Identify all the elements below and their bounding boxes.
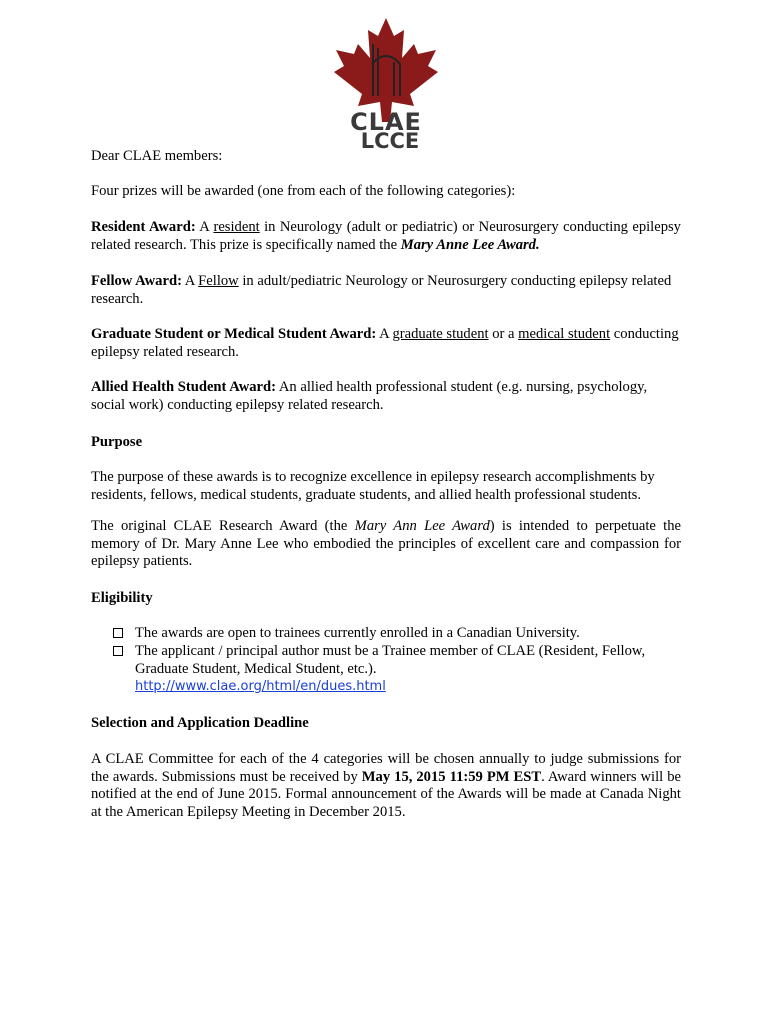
- graduate-award-label: Graduate Student or Medical Student Award:: [91, 326, 377, 342]
- graduate-text-1: A: [376, 326, 393, 342]
- deadline: May 15, 2015 11:59 PM EST: [361, 768, 542, 785]
- intro-text: Four prizes will be awarded (one from each of the following categories):: [91, 183, 516, 199]
- selection-paragraph: [91, 751, 681, 821]
- resident-award: [91, 219, 681, 254]
- selection-text-1: A CLAE Committee for each of the 4 categories will be chosen annually to judge submissions for the awards. Submissions must be received by: [91, 751, 681, 785]
- checkbox-icon: [113, 628, 123, 638]
- purpose-paragraph-2: [91, 518, 681, 571]
- resident-text-2: in Neurology (adult or pediatric) or Neurosurgery conducting epilepsy related research. This prize is specifically named the: [91, 219, 681, 253]
- purpose-heading: Purpose: [91, 434, 143, 450]
- purpose-p2-text-b: ) is intended to perpetuate the memory of Dr. Mary Anne Lee who embodied the principles of excellent care and compassion for epilepsy patients.: [91, 518, 682, 570]
- graduate-student-link: graduate student: [392, 326, 489, 342]
- clae-logo: [328, 14, 444, 150]
- resident-link: resident: [213, 219, 260, 235]
- checkbox-icon: [113, 646, 123, 656]
- dues-link[interactable]: http://www.clae.org/html/en/dues.html: [135, 679, 386, 695]
- allied-text-1: An allied health professional student (e.g. nursing, psychology, social work) conducting epilepsy related research.: [91, 379, 648, 413]
- allied-award-label: Allied Health Student Award:: [91, 379, 277, 395]
- graduate-text-2: or a: [488, 326, 519, 342]
- resident-award-label: Resident Award:: [91, 219, 196, 235]
- selection-text-2: . Award winners will be notified at the end of June 2015. Formal announcement of the Awards will be made at Canada Night at the American Epilepsy Meeting in December 2015.: [91, 768, 681, 820]
- purpose-p2-italic: Mary Ann Lee Award: [354, 518, 490, 534]
- selection-heading: Selection and Application Deadline: [91, 715, 309, 731]
- graduate-text-3: conducting epilepsy related research.: [91, 326, 679, 360]
- eligibility-item-2-text: [135, 643, 683, 696]
- salutation: Dear CLAE members:: [91, 148, 223, 164]
- eligibility-item-1-text: The awards are open to trainees currently enrolled in a Canadian University.: [135, 625, 580, 641]
- logo-text-clae: CLAE: [350, 108, 422, 136]
- graduate-award: [91, 326, 681, 361]
- logo-text-lcce: LCCE: [360, 129, 420, 150]
- maple-leaf-icon: [328, 14, 444, 150]
- purpose-paragraph-1: The purpose of these awards is to recognize excellence in epilepsy research accomplishments by residents, fellows, medical students, graduate students, and allied health professional students.: [91, 469, 655, 503]
- fellow-link: Fellow: [198, 273, 239, 289]
- fellow-text-1: A: [181, 273, 199, 289]
- purpose-p2-text-a: The original CLAE Research Award (the: [91, 518, 355, 534]
- eligibility-heading: Eligibility: [91, 590, 153, 606]
- resident-text-1: A: [195, 219, 214, 235]
- medical-student-link: medical student: [518, 326, 611, 342]
- mary-anne-lee-award: Mary Anne Lee Award.: [400, 236, 540, 253]
- fellow-text-2: in adult/pediatric Neurology or Neurosurgery conducting epilepsy related research.: [91, 273, 672, 307]
- eligibility-item-2-body: The applicant / principal author must be a Trainee member of CLAE (Resident, Fellow, Graduate Student, Medical Student, etc.).: [135, 643, 646, 677]
- fellow-award: [91, 273, 681, 308]
- allied-award: [91, 379, 681, 414]
- fellow-award-label: Fellow Award:: [91, 273, 182, 289]
